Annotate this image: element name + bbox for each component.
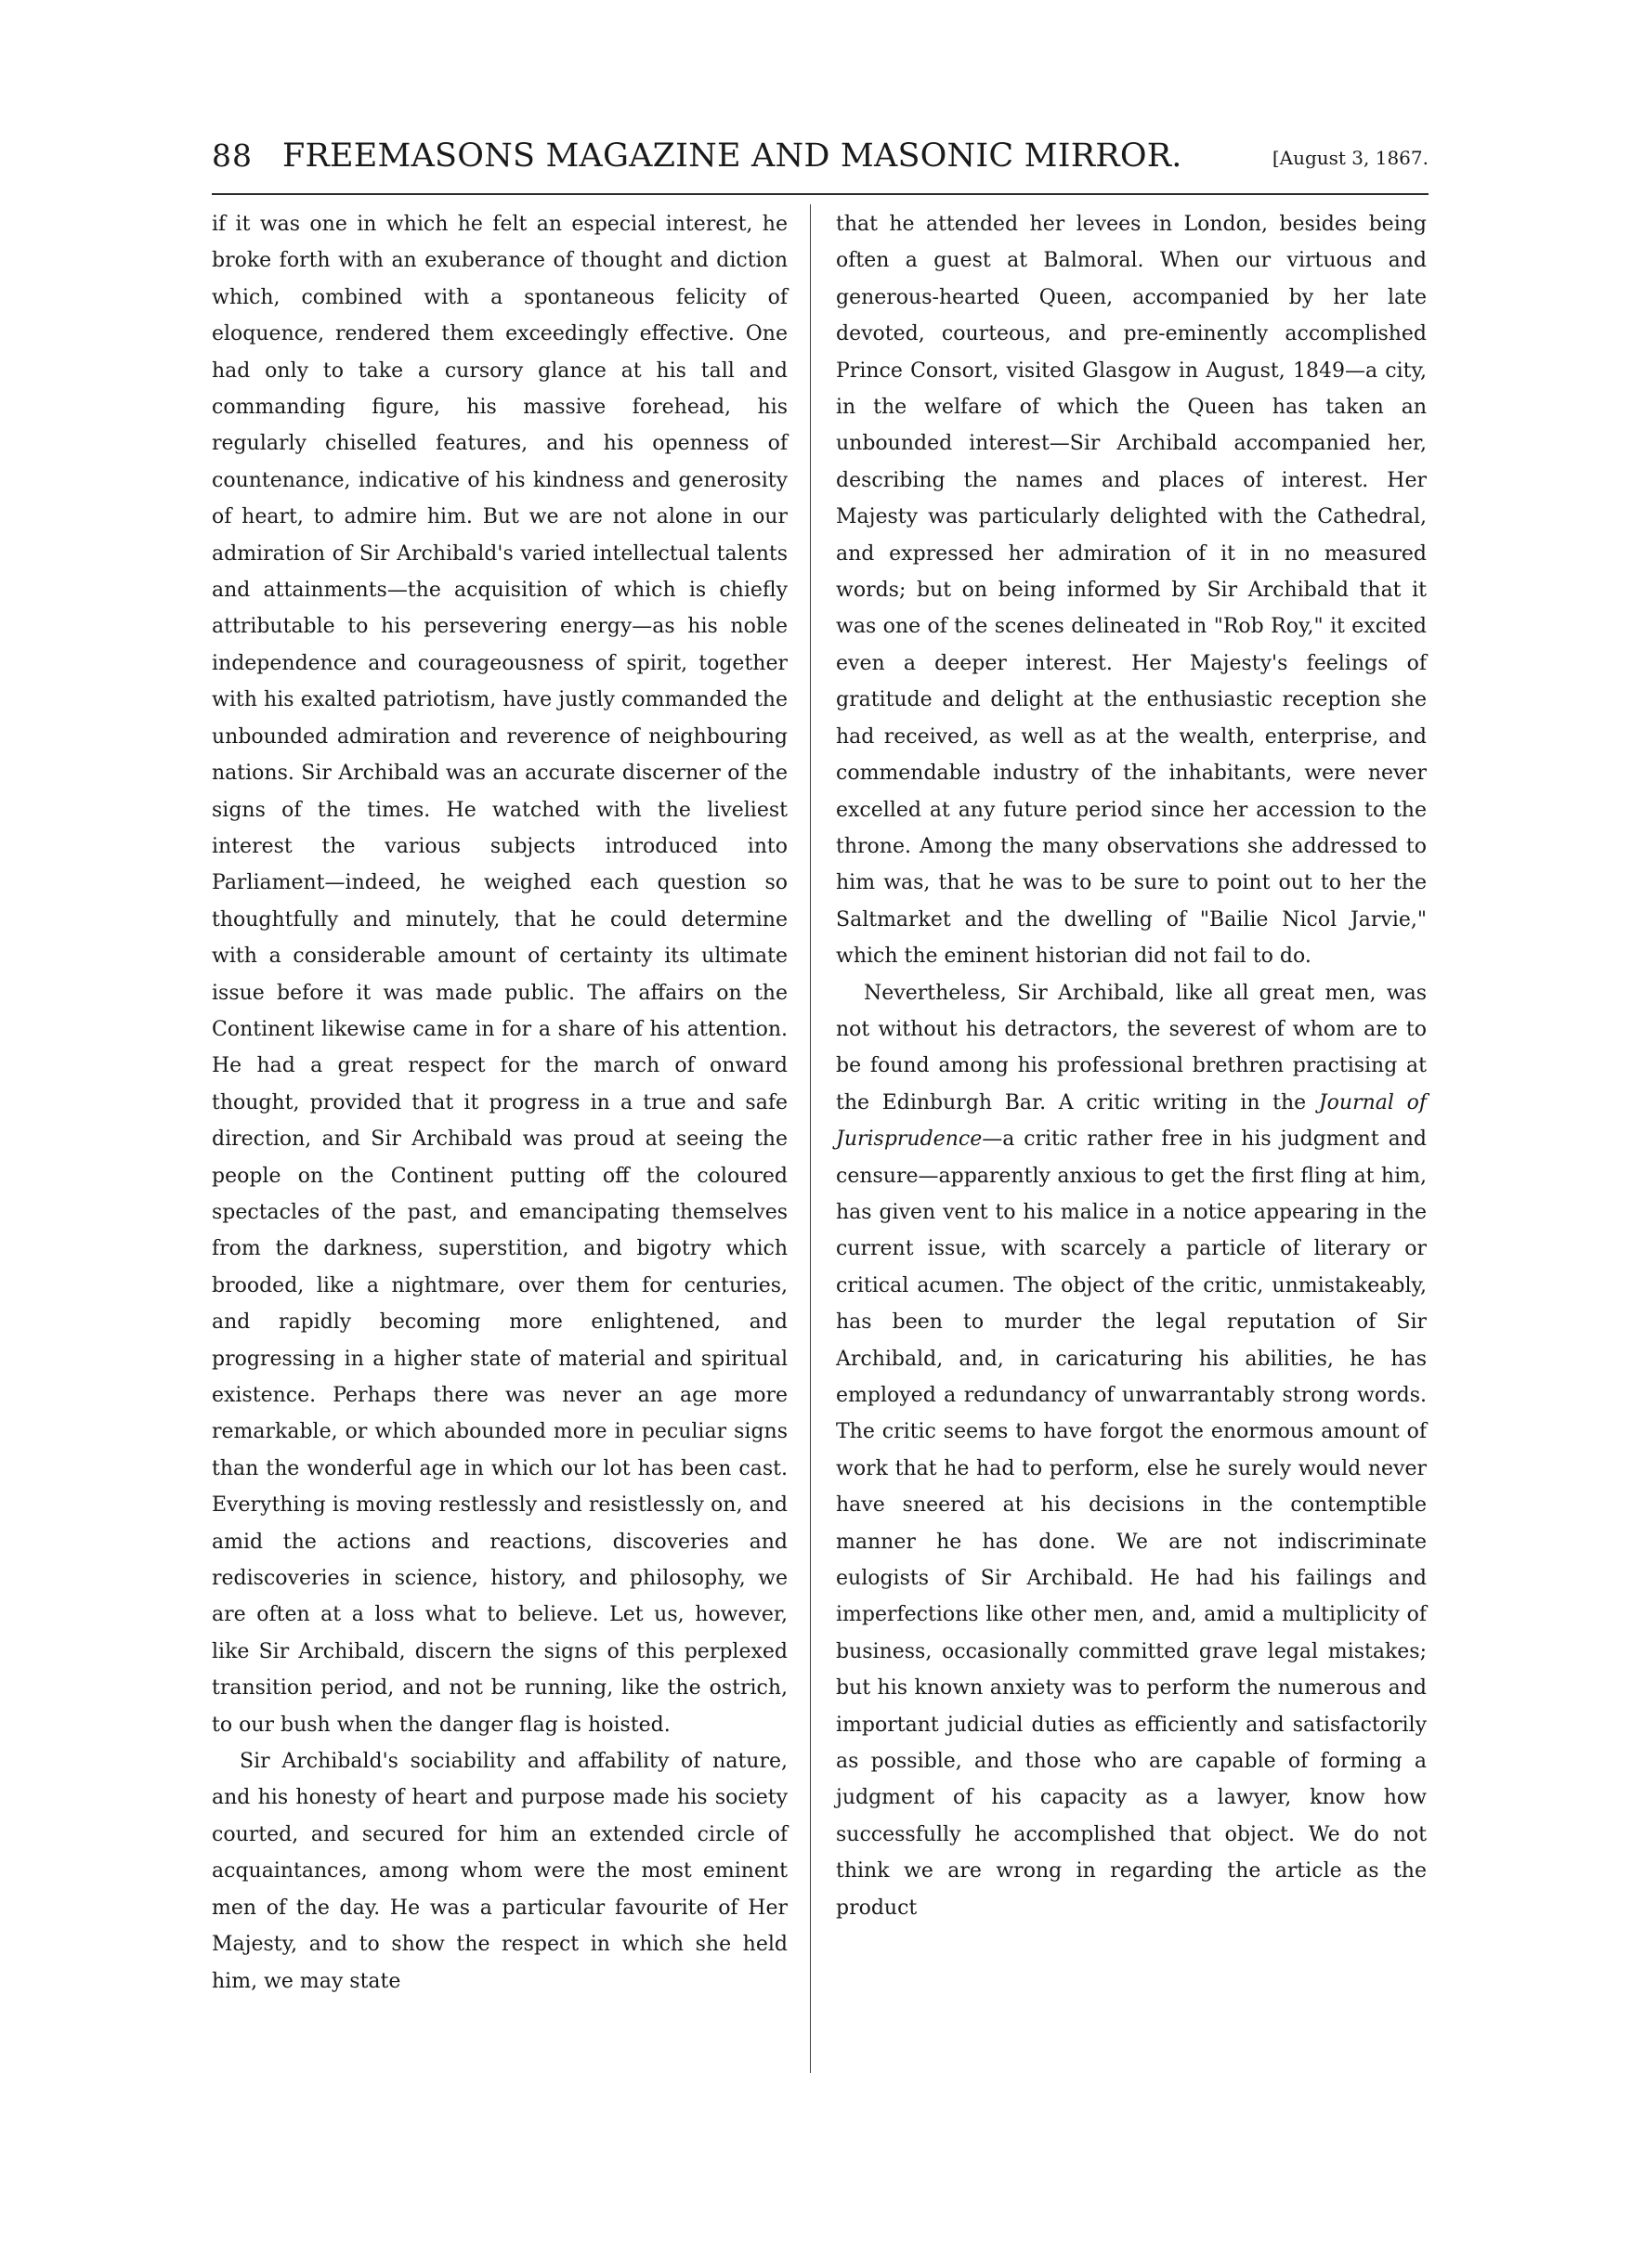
masthead-title: FREEMASONS MAGAZINE AND MASONIC MIRROR. <box>282 137 1182 175</box>
right-paragraph-2-text-b: —a critic rather free in his judgment and censure—apparently anxious to get the first fling at him, has given vent to his malice in a notice appearing in the current issue, with scarcely a particle of literary or critical acumen. The object of the critic, unmistakeably, has been to murder the legal reputation of Sir Archibald, and, in caricaturing his abilities, he has employed a redundancy of unwarrantably strong words. The critic seems to have forgot the enormous amount of work that he had to perform, else he surely would never have sneered at his decisions in the contemptible manner he has done. We are not indiscriminate eulogists of Sir Archibald. He had his failings and imperfections like other men, and, amid a multiplicity of business, occasionally committed grave legal mistakes; but his known anxiety was to perform the numerous and important judicial duties as efficiently and satisfactorily as possible, and those who are capable of forming a judgment of his capacity as a lawyer, know how successfully he accomplished that object. We do not think we are wrong in regarding the article as the product <box>836 1127 1427 1920</box>
right-column <box>836 206 1427 1926</box>
page-number: 88 <box>212 137 253 174</box>
right-paragraph-2-text-a: Nevertheless, Sir Archibald, like all great men, was not without his detractors, the severest of whom are to be found among his professional brethren practising at the Edinburgh Bar. A critic writing in the <box>836 981 1427 1114</box>
left-paragraph-1: if it was one in which he felt an especial interest, he broke forth with an exuberance of thought and diction which, combined with a spontaneous felicity of eloquence, rendered them exceedingly effective. One had only to take a cursory glance at his tall and commanding figure, his massive forehead, his regularly chiselled features, and his openness of countenance, indicative of his kindness and generosity of heart, to admire him. But we are not alone in our admiration of Sir Archibald's varied intellectual talents and attainments—the acquisition of which is chiefly attributable to his persevering energy—as his noble independence and courageousness of spirit, together with his exalted patriotism, have justly commanded the unbounded admiration and reverence of neighbouring nations. Sir Archibald was an accurate discerner of the signs of the times. He watched with the liveliest interest the various subjects introduced into Parliament—indeed, he weighed each question so thoughtfully and minutely, that he could determine with a considerable amount of certainty its ultimate issue before it was made public. The affairs on the Continent likewise came in for a share of his attention. He had a great respect for the march of onward thought, provided that it progress in a true and safe direction, and Sir Archibald was proud at seeing the people on the Continent putting off the coloured spectacles of the past, and emancipating themselves from the darkness, superstition, and bigotry which brooded, like a nightmare, over them for centuries, and rapidly becoming more enlightened, and progressing in a higher state of material and spiritual existence. Perhaps there was never an age more remarkable, or which abounded more in peculiar signs than the wonderful age in which our lot has been cast. Everything is moving restlessly and resistlessly on, and amid the actions and reactions, discoveries and rediscoveries in science, history, and philosophy, we are often at a loss what to believe. Let us, however, like Sir Archibald, discern the signs of this perplexed transition period, and not be running, like the ostrich, to our bush when the danger flag is hoisted. <box>212 213 788 1737</box>
left-column <box>212 206 788 2000</box>
column-divider <box>810 204 811 2073</box>
header-rule <box>212 193 1429 195</box>
right-paragraph-2 <box>836 975 1427 1927</box>
left-paragraph-2: Sir Archibald's sociability and affability of nature, and his honesty of heart and purpose made his society courted, and secured for him an extended circle of acquaintances, among whom were the most eminent men of the day. He was a particular favourite of Her Majesty, and to show the respect in which she held him, we may state <box>212 1750 788 1993</box>
right-paragraph-1: that he attended her levees in London, besides being often a guest at Balmoral. When our virtuous and generous-hearted Queen, accompanied by her late devoted, courteous, and pre-eminently accomplished Prince Consort, visited Glasgow in August, 1849—a city, in the welfare of which the Queen has taken an unbounded interest—Sir Archibald accompanied her, describing the names and places of interest. Her Majesty was particularly delighted with the Cathedral, and expressed her admiration of it in no measured words; but on being informed by Sir Archibald that it was one of the scenes delineated in "Rob Roy," it excited even a deeper interest. Her Majesty's feelings of gratitude and delight at the enthusiastic reception she had received, as well as at the wealth, enterprise, and commendable industry of the inhabitants, were never excelled at any future period since her accession to the throne. Among the many observations she addressed to him was, that he was to be sure to point out to her the Saltmarket and the dwelling of "Bailie Nicol Jarvie," which the eminent historian did not fail to do. <box>836 213 1427 969</box>
issue-date: [August 3, 1867. <box>1272 147 1429 169</box>
page-header <box>212 137 1429 189</box>
journal-title: Journal of Jurisprudence <box>836 1090 1427 1152</box>
